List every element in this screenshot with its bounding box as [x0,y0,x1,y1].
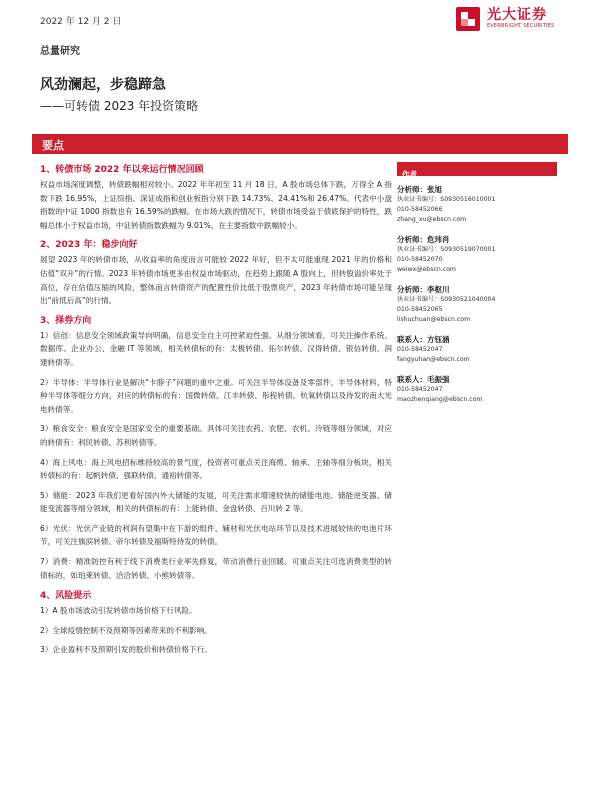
author-title: 作者 [402,170,417,179]
analyst-cert: 执业证书编号：S0930521040004 [397,296,496,303]
contact-email[interactable]: maozhenqiang@ebscn.com [397,396,483,403]
risk-item: 2）全球疫情控制不及预期等因素带来的不利影响。 [40,625,212,635]
report-title: 风劲澜起，步稳蹄急 [40,77,166,93]
list-item: 1）信创：信息安全领域政策导向明确，信息安全自主可控紧迫性强。从细分领域看，可关注操作系统、数据库、企业办公、金融 IT 等领域，相关转债标的有：太极转债、拓尔转债、汉得转债、银信转债、润建转债等。 [40,330,392,367]
section-heading: 4、风险提示 [40,591,92,602]
section-heading: 1、转债市场 2022 年以来运行情况回顾 [40,165,204,175]
brand-logo [455,6,554,32]
section-heading: 2、2023 年：稳步向好 [40,240,138,251]
analyst-name: 分析师：李枢川 [397,285,450,294]
contact-name: 联系人：毛振强 [397,375,450,384]
risk-item: 3）企业盈利不及预期引发的股价和转债价格下行。 [40,645,212,655]
section-heading: 3、择券方向 [40,315,92,326]
analyst-card [397,184,557,225]
contact-email[interactable]: fangyuhan@ebscn.com [397,356,470,363]
contact-phone: 010-58452047 [397,346,443,353]
analyst-cert: 执业证书编号：S0930519070001 [397,246,496,253]
logo-cn-text: 光大证券 [487,7,547,23]
contact-card [397,374,557,405]
analyst-card [397,234,557,275]
author-banner [397,162,557,179]
analyst-email[interactable]: weiwx@ebscn.com [397,266,456,273]
logo-en-text: EVERBRIGHT SECURITIES [487,23,555,29]
analyst-phone: 010-58452066 [397,206,443,213]
everbright-logo-icon [455,6,481,32]
report-category: 总量研究 [40,46,80,57]
summary-banner [32,134,568,154]
list-item: 4）海上风电：海上风电招标维持较高的景气度，投资者可重点关注海缆、轴承、主轴等细分板块，相关转债标的有：起帆转债、强联转债、通裕转债等。 [40,457,392,481]
analyst-cert: 执业证书编号：S0930516010001 [397,196,496,203]
analyst-card [397,284,557,325]
risk-item: 1）A 股市场波动引发转债市场价格下行风险。 [40,606,197,616]
main-content [40,162,392,663]
list-item: 7）消费：精准防控有利于线下消费类行业率先修复，带动消费行业回暖。可重点关注可选消费类型的转债标的，如珀莱转债、洽洽转债、小熊转债等。 [40,557,392,580]
analyst-phone: 010-58452070 [397,256,443,263]
report-subtitle: ——可转债 2023 年投资策略 [40,99,199,113]
list-item: 2）半导体：半导体行业是解决“卡脖子”问题的重中之重。可关注半导体设备及零部件、半导体材料、特种半导体等细分方向，对应的转债标的有：国微转债、江丰转债、彤程转债、杭氧转债以及待发的南大光电转债等。 [40,377,392,414]
list-item: 6）光伏：光伏产业链的利润有望集中在下游的组件、辅材和光伏电站环节以及技术进展较快的电池片环节，可关注旗滨转债、帝尔转债及福斯特待发的转债。 [40,523,392,547]
contact-phone: 010-58452047 [397,386,443,393]
analyst-email[interactable]: zhang_xu@ebscn.com [397,216,467,223]
list-item: 3）粮食安全：粮食安全是国家安全的重要基础。具体可关注农药、农肥、农机、冷链等细分领域，对应的转债有：利民转债、苏利转债等。 [40,424,392,447]
analyst-name: 分析师：张旭 [397,185,442,194]
analyst-email[interactable]: lishuchuan@ebscn.com [397,316,471,323]
report-date: 2022 年 12 月 2 日 [40,17,122,27]
list-item: 5）储能：2023 年我们更看好国内外大储能的发展，可关注需求增速较快的储能电池、储能逆变器、储能变流器等细分领域，相关的转债标的有：上能转债、金盘转债、百川转 2 等。 [40,490,392,514]
paragraph: 展望 2023 年的转债市场，从收益率的角度而言可能较 2022 年好，但不太可能重现 2021 年的价格和估值“双升”的行情。2023 年转债市场更多由权益市场驱动，在趋势上跟随 A 股向上，但转股溢价率处于高位，存在估值压缩的风险，整体而言转债资产的配置性价比低于股票资产，2023 年转债市场可能呈现出“前低后高”的行情。 [40,255,392,306]
paragraph: 权益市场深度调整，转债跌幅相对较小。2022 年年初至 11 月 18 日，A 股市场总体下跌，万得全 A 指数下跌 16.95%，上证综指、深证成指和创业板指分别下跌 14.73%、24.41%和 26.47%。代表中小盘指数的中证 1000 指数也有 16.59%的跌幅。在市场大跌的情况下，转债市场受益于债底保护的特性，跌幅总体小于权益市场，中证转债指数跌幅为 9.01%，在主要指数中跌幅较小。 [40,180,392,230]
analyst-phone: 010-58452065 [397,306,443,313]
author-sidebar [397,162,557,414]
contact-name: 联系人：方钰涵 [397,335,450,344]
contact-card [397,334,557,365]
summary-label: 要点 [42,139,64,152]
analyst-name: 分析师：危玮肖 [397,235,450,244]
